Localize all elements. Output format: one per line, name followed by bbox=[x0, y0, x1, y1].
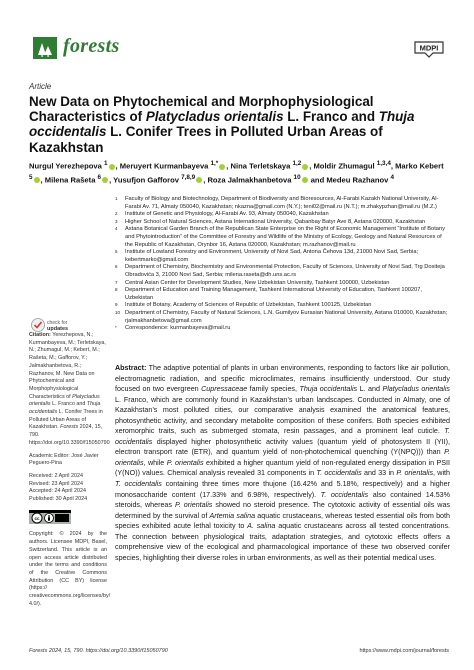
orcid-icon[interactable] bbox=[219, 164, 225, 170]
affiliation-item: 3 Higher School of Natural Sciences, Astana International University, Qabanbay Batyr Ave 8, Astana 020000, Kazakhstan bbox=[115, 218, 426, 225]
doi-link[interactable]: 2024, 15, 790. https://doi.org/10.3390/f15050790 bbox=[29, 424, 110, 446]
author: Milena Rašeta bbox=[44, 175, 96, 185]
accepted-date: Accepted: 24 April 2024 bbox=[29, 488, 86, 495]
journal-url-link[interactable]: https://www.mdpi.com/journal/forests bbox=[359, 648, 449, 654]
svg-text:updates: updates bbox=[47, 326, 69, 332]
license-text: Copyright: © 2024 by the authors. Licensee MDPI, Basel, Switzerland. This article is an open access article distributed under the terms and conditions of the Creative Commons Attribution (CC BY) license (https:// creativecommons.org/licenses/by/ 4.0/). bbox=[29, 531, 111, 607]
affiliation-item: 5 Institute of Lowland Forestry and Environment, University of Novi Sad, Antona Čehova 13d, 21000 Novi Sad, Serbia; kebertmarko@gmail.com bbox=[115, 249, 419, 263]
publisher-label: MDPI bbox=[419, 43, 439, 53]
affiliation-item: 8 Department of Education and Training Management, Tashkent International University of Education, Tashkent 100207, Uzbekistan bbox=[115, 287, 422, 301]
author: Nina Terletskaya bbox=[230, 161, 291, 171]
author: Yusufjon Gafforov bbox=[113, 175, 179, 185]
affiliations bbox=[115, 196, 450, 333]
orcid-icon[interactable] bbox=[196, 177, 202, 183]
author: Meruyert Kurmanbayeva bbox=[119, 161, 209, 171]
affiliation-item: 4 Astana Botanical Garden Branch of the Republican State Enterprise on the Right of Economic Management “Institute of Botany and Phytointroduction” of the Committee of Forestry and Wildlife of the Ministry of Ecology, Geology and Natural Resources of the Republic of Kazakhstan, Orynbor 16, Astana 020000, Kazakhstan; m.razhanov@mail.ru bbox=[115, 226, 445, 248]
author: Marko Kebert bbox=[395, 161, 444, 171]
correspondence: * Correspondence: kurmanbayeva@mail.ru bbox=[115, 325, 231, 332]
affiliation-item: 1 Faculty of Biology and Biotechnology, Department of Biodiversity and Bioresources, Al-Farabi Kazakh National University, Al-Farabi Av. 71, Almaty 050040, Kazakhstan; nkazna@gmail.com (N.Y.); teni02@mail.ru (N.T.); m.zhakypzhan@mail.ru (M.Z.) bbox=[115, 196, 439, 210]
svg-text:check for: check for bbox=[47, 320, 68, 326]
orcid-icon[interactable] bbox=[302, 177, 308, 183]
academic-editor: Academic Editor: José Javier Peguero-Pina bbox=[29, 452, 99, 467]
mdpi-logo-icon bbox=[413, 40, 445, 58]
article-sidebar bbox=[29, 332, 111, 614]
published-date: Published: 30 April 2024 bbox=[29, 496, 88, 503]
received-date: Received: 2 April 2024 bbox=[29, 472, 83, 479]
revised-date: Revised: 23 April 2024 bbox=[29, 480, 83, 487]
orcid-icon[interactable] bbox=[302, 164, 308, 170]
affiliation-item: 9 Institute of Botany, Academy of Sciences of Republic of Uzbekistan, Tashkent 100125, Uzbekistan bbox=[115, 302, 372, 309]
affiliation-item: 10 Department of Chemistry, Faculty of Natural Sciences, L.N. Gumilyov Eurasian National University, Astana 010000, Kazakhstan; rjalmakhanbetova@gmail.com bbox=[115, 309, 448, 324]
author: Moldir Zhumagul bbox=[313, 161, 375, 171]
orcid-icon[interactable] bbox=[109, 164, 115, 170]
footer-citation: Forests 2024, 15, 790. https://doi.org/10.3390/f15050790 bbox=[29, 648, 168, 654]
abstract: Abstract: The adaptive potential of plants in urban environments, responding to factors like air pollution, electromagnetic radiation, and specific microclimates, remains insufficiently understood. Our study focused on two evergreen Cupressaceae family species, Thuja occidentalis L. and Platycladus orientalis L. Franco, which are commonly found in Kazakhstan’s urban landscapes. Conducted in Almaty, one of Kazakhstan’s most polluted cities, our comparative analysis examined the anatomical features, photosynthetic activity, and secondary metabolite composition of these conifers. Both species exhibited xeromorphic traits, such as submerged stomata, resin passages, and a prominent leaf cuticle. T. occidentalis displayed higher photosynthetic activity values (quantum yield of photosystem II (YII), electron transport rate (ETR), and quantum yield of non-photochemical quenching (Y(NPQ))) than P. orientalis, while P. orientalis exhibited a higher quantum yield of non-regulated energy dissipation in PSII (Y(NO)) values. Chemical analysis revealed 31 components in T. occidentalis and 33 in P. orientalis, with T. occidentalis containing three times more thujone (16.42% and 5.18%, respectively) and a higher monosaccharide content (17.33% and 6.98%, respectively). T. occidentalis also contained 14.53% steroids, whereas P. orientalis showed no steroid presence. The cytotoxic activity of essential oils was determined by the survival of Artemia salina aquatic crustaceans, whereas tested essential oils from both species exhibited acute lethal toxicity to A. salina aquatic crustaceans across all tested concentrations. The connection between physiological traits, adaptation strategies, and cytotoxic effects offers a comprehensive view of the ecological and pharmacological importance of these two observed conifer species, highlighting their diverse roles in urban environments, as well as their potential medical uses. bbox=[115, 364, 451, 562]
affiliation-item: 6 Department of Chemistry, Biochemistry and Environmental Protection, Faculty of Sciences, University of Novi Sad, Trg Dositeja Obradovića 3, 21000 Novi Sad, Serbia; milena.raseta@dh.uns.ac.rs bbox=[115, 264, 445, 278]
check-for-updates-button[interactable] bbox=[31, 317, 91, 333]
forests-logo-icon bbox=[33, 37, 57, 59]
author-list: Nurgul Yerezhepova $^1$ , Meruyert Kurmanbayeva $^{1,*}$ , Nina Terletskaya $^{1,2}$ , Moldir Zhumagul $^{1,3,4}$, Marko Kebert $^5$ , Milena Rašeta $^6$ , Yusufjon Gafforov $^{7,8,9}$ , Roza Jalmakhanbetova $^{10}$ and Medeu Razhanov $^4$ bbox=[29, 160, 444, 185]
author: Medeu Razhanov bbox=[326, 175, 389, 185]
article-type: Article bbox=[29, 82, 52, 91]
orcid-icon[interactable] bbox=[102, 177, 108, 183]
affiliation-item: 2 Institute of Genetic and Physiology, Al-Farabi Av. 93, Almaty 050040, Kazakhstan bbox=[115, 211, 329, 218]
svg-text:cc: cc bbox=[34, 515, 40, 521]
cc-by-license-icon[interactable] bbox=[29, 510, 71, 524]
journal-name: forests bbox=[63, 35, 120, 57]
author: Roza Jalmakhanbetova bbox=[207, 175, 292, 185]
affiliation-item: 7 Central Asian Center for Development Studies, New Uzbekistan University, Tashkent 100000, Uzbekistan bbox=[115, 279, 390, 286]
author: Nurgul Yerezhepova bbox=[29, 161, 102, 171]
orcid-icon[interactable] bbox=[34, 177, 40, 183]
paper-title: New Data on Phytochemical and Morphophysiological Characteristics of Platycladus orientalis L. Franco and Thuja occidentalis L. Conifer Trees in Polluted Urban Areas of Kazakhstan bbox=[29, 94, 415, 155]
citation: Citation: Yerezhepova, N.; Kurmanbayeva, M.; Terletskaya, N.; Zhumagul, M.; Kebert, M.; Rašeta, M.; Gafforov, Y.; Jalmakhanbetova, R.; Razhanov, M. New Data on Phytochemical and Morphophysiological Characteristics of Platycladus orientalis L. Franco and Thuja occidentalis L. Conifer Trees in Polluted Urban Areas of Kazakhstan. Forests 2024, 15, 790. https://doi.org/10.3390/f15050790 bbox=[29, 332, 110, 446]
